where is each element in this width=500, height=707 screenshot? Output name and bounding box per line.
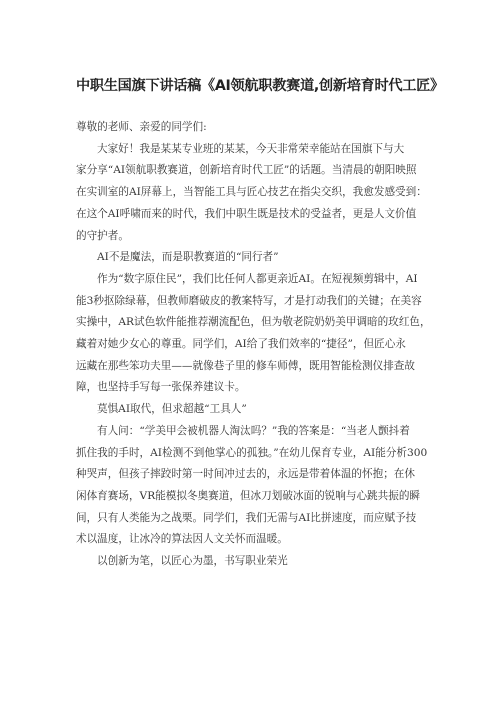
text-line: 的守护者。 bbox=[76, 229, 129, 242]
text-line: 术以温度，让冰冷的算法因人文关怀而温暖。 bbox=[76, 533, 288, 546]
paragraph-ai-companion bbox=[76, 269, 432, 399]
text-line: 有人问：“学美甲会被机器人淘汰吗？”我的答案是：“当老人颤抖着 bbox=[97, 424, 410, 437]
section-heading-1: AI不是魔法，而是职教赛道的“同行者” bbox=[97, 251, 279, 264]
text-line: 家分享“AI领航职教赛道，创新培育时代工匠”的话题。当清晨的朝阳映照 bbox=[76, 164, 417, 177]
text-line: 障，也坚持手写每一张保养建议卡。 bbox=[76, 381, 246, 394]
salutation: 尊敬的老师、亲爱的同学们: bbox=[76, 121, 207, 133]
text-line: 大家好！我是某某专业班的某某，今天非常荣幸能站在国旗下与大 bbox=[97, 142, 405, 155]
text-line: 在实训室的AI屏幕上，当智能工具与匠心技艺在指尖交织，我愈发感受到： bbox=[76, 186, 427, 199]
text-line: 闲体育赛场，VR能模拟冬奥赛道，但冰刀划破冰面的锐响与心跳共振的瞬 bbox=[76, 489, 421, 502]
text-line: 抓住我的手时，AI检测不到他掌心的孤独。”在幼儿保育专业，AI能分析300 bbox=[76, 446, 428, 459]
text-line: 作为“数字原住民”，我们比任何人都更亲近AI。在短视频剪辑中，AI bbox=[97, 272, 418, 285]
section-heading-3: 以创新为笔，以匠心为墨，书写职业荣光 bbox=[97, 555, 288, 568]
section-heading-2: 莫惧AI取代，但求超越“工具人” bbox=[97, 403, 247, 416]
text-line: 间，只有人类能为之战栗。同学们，我们无需与AI比拼速度，而应赋予技 bbox=[76, 511, 417, 524]
text-line: 藏着对她少女心的尊重。同学们，AI给了我们效率的“捷径”，但匠心永 bbox=[76, 338, 406, 351]
text-line: 实操中，AR试色软件能推荐潮流配色，但为敬老院奶奶美甲调暗的玫红色， bbox=[76, 316, 431, 329]
text-line: 能3秒抠除绿幕，但教师磨破皮的教案特写，才是打动我们的关键；在美容 bbox=[76, 294, 422, 307]
paragraph-beyond-tools bbox=[76, 421, 432, 551]
document-title: 中职生国旗下讲话稿《AI领航职教赛道,创新培育时代工匠》 bbox=[76, 78, 444, 94]
text-line: 种哭声，但孩子摔跤时第一时间冲过去的，永远是带着体温的怀抱；在休 bbox=[76, 468, 415, 481]
document-body bbox=[76, 117, 432, 573]
text-line: 远藏在那些笨功夫里——就像巷子里的修车师傅，既用智能检测仪排查故 bbox=[76, 359, 415, 372]
text-line: 在这个AI呼啸而来的时代，我们中职生既是技术的受益者，更是人文价值 bbox=[76, 207, 417, 220]
paragraph-greeting bbox=[76, 139, 432, 248]
